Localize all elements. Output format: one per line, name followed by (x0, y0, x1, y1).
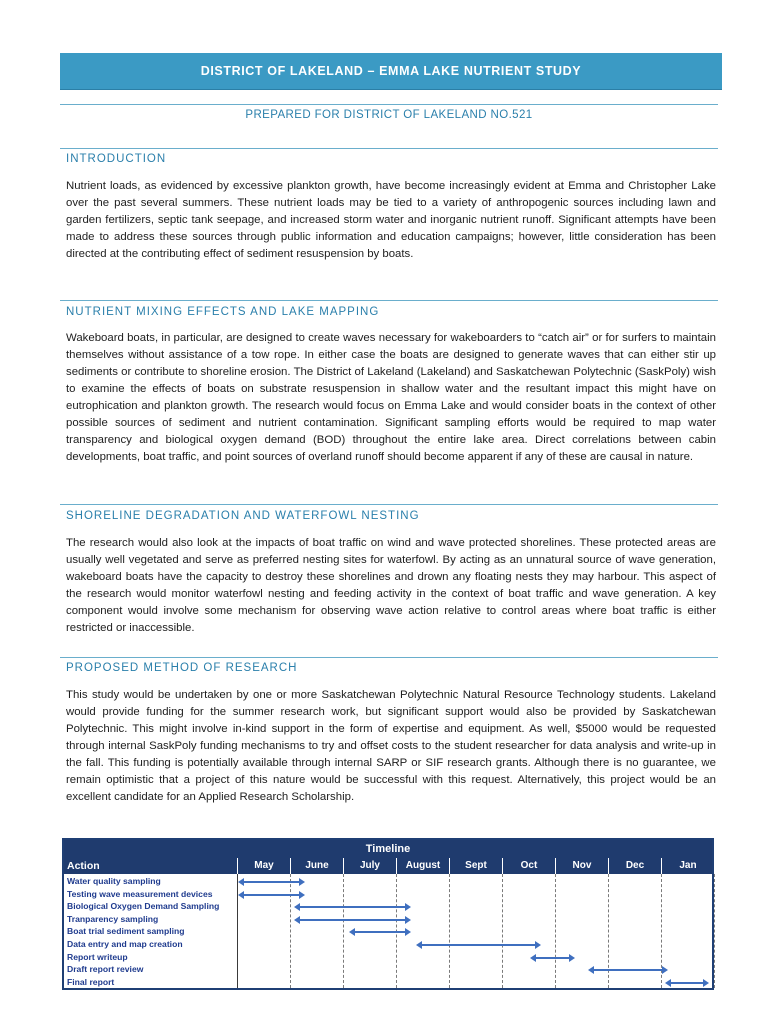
section-body-method: This study would be undertaken by one or more Saskatchewan Polytechnic Natural Resource Technology students. Lakeland would provide funding for the summer research work, but significant support would also be provided by Saskatchewan Polytechnic. This might involve in-kind support in the form of expertise and equipment. As well, $5000 would be requested through internal SaskPoly funding mechanisms to try and offset costs to the student researcher for data analysis and write-up in the fall. This funding is potentially available through internal SARP or SIF research grants. Although there is no guarantee, we remain optimistic that a project of this nature would be successful with this request. Alternatively, this project would be an excellent candidate for an Applied Research Scholarship. (66, 689, 716, 803)
section-heading-nutrient-mixing: NUTRIENT MIXING EFFECTS AND LAKE MAPPING (66, 306, 380, 318)
divider (60, 300, 718, 301)
timeline-task-bar (299, 919, 406, 921)
timeline-body (64, 874, 712, 988)
timeline-task-label: Report writeup (67, 951, 128, 962)
timeline-gridline (290, 874, 291, 988)
timeline-month-june: June (290, 858, 343, 874)
timeline-month-august: August (396, 858, 449, 874)
timeline-month-sept: Sept (449, 858, 502, 874)
timeline-month-nov: Nov (555, 858, 608, 874)
timeline-task-label: Draft report review (67, 964, 144, 975)
timeline-task-bar (535, 957, 571, 959)
timeline-month-july: July (343, 858, 396, 874)
timeline-task-label: Data entry and map creation (67, 939, 183, 949)
document-subtitle: PREPARED FOR DISTRICT OF LAKELAND NO.521 (245, 109, 533, 121)
timeline-gridline (343, 874, 344, 988)
timeline-month-jan: Jan (661, 858, 714, 874)
timeline-task-bar (243, 881, 300, 883)
document-title: DISTRICT OF LAKELAND – EMMA LAKE NUTRIENT STUDY (60, 53, 722, 89)
timeline-task-label: Water quality sampling (67, 876, 161, 886)
timeline-header-row (64, 858, 712, 874)
timeline-gridline (714, 874, 715, 988)
section-heading-introduction: INTRODUCTION (66, 153, 167, 165)
timeline-gridline (502, 874, 503, 988)
timeline-task-label: Testing wave measurement devices (67, 888, 213, 899)
timeline-task-label: Biological Oxygen Demand Sampling (67, 901, 220, 912)
timeline-task-label: Boat trial sediment sampling (67, 926, 185, 937)
timeline-task-bar (354, 931, 406, 933)
timeline-task-bar (593, 969, 663, 971)
timeline-gantt-chart (62, 838, 714, 990)
timeline-gridline (555, 874, 556, 988)
section-body-introduction: Nutrient loads, as evidenced by excessive plankton growth, have become increasingly evident at Emma and Christopher Lake over the past several summers. These nutrient loads may be tied to a variety of anthropogenic sources including lawn and garden fertilizers, septic tank seepage, and increased storm water and inorganic nutrient runoff. Significant attempts have been made to address these sources through public information and education campaigns; however, little consideration has been directed at the contributing effect of sediment resuspension by boats. (66, 180, 716, 260)
timeline-task-bar (243, 894, 300, 896)
section-heading-method: PROPOSED METHOD OF RESEARCH (66, 662, 298, 674)
timeline-task-bar (299, 906, 406, 908)
timeline-action-header: Action (67, 860, 100, 872)
divider (60, 148, 718, 149)
timeline-month-oct: Oct (502, 858, 555, 874)
section-body-shoreline: The research would also look at the impacts of boat traffic on wind and wave protected shorelines. These protected areas are usually well vegetated and serve as preferred nesting sites for waterfowl. By acting as an unnatural source of wave generation, wakeboard boats have the capacity to destroy these shorelines and drown any floating nests they may harbour. This aspect of the research would monitor waterfowl nesting and feeding activity in the context of boat traffic and wave generation. A key component would involve some mechanism for observing wave action relative to control areas where boat traffic is either restricted or inaccessible. (66, 537, 716, 634)
divider (60, 504, 718, 505)
timeline-task-label: Tranparency sampling (67, 913, 159, 924)
timeline-task-bar (670, 982, 704, 984)
divider (60, 657, 718, 658)
divider (60, 104, 718, 105)
timeline-month-dec: Dec (608, 858, 661, 874)
timeline-title: Timeline (64, 840, 712, 858)
timeline-task-bar (421, 944, 536, 946)
section-body-nutrient-mixing: Wakeboard boats, in particular, are designed to create waves necessary for wakeboarders to “catch air” or for surfers to maintain themselves without assistance of a tow rope. In either case the boats are designed to generate waves that can either stir up sediments or contribute to shoreline erosion. The District of Lakeland (Lakeland) and Saskatchewan Polytechnic (SaskPoly) wish to examine the effects of boats on substrate resuspension in shallow water and the resultant impact this might have on eutrophication and plankton growth. The research would focus on Emma Lake and would consider boats in the context of other possible sources of sediment and nutrient contamination. Significant sampling efforts would be required to map water transparency and biological oxygen demand (BOD) throughout the entire lake area. Direct correlations between cabin developments, boat traffic, and point sources of overland runoff should become apparent if any of these are causal in nature. (66, 332, 716, 463)
timeline-task-label: Final report (67, 976, 115, 987)
section-heading-shoreline: SHORELINE DEGRADATION AND WATERFOWL NESTING (66, 510, 420, 522)
timeline-month-may: May (237, 858, 290, 874)
timeline-gridline (449, 874, 450, 988)
